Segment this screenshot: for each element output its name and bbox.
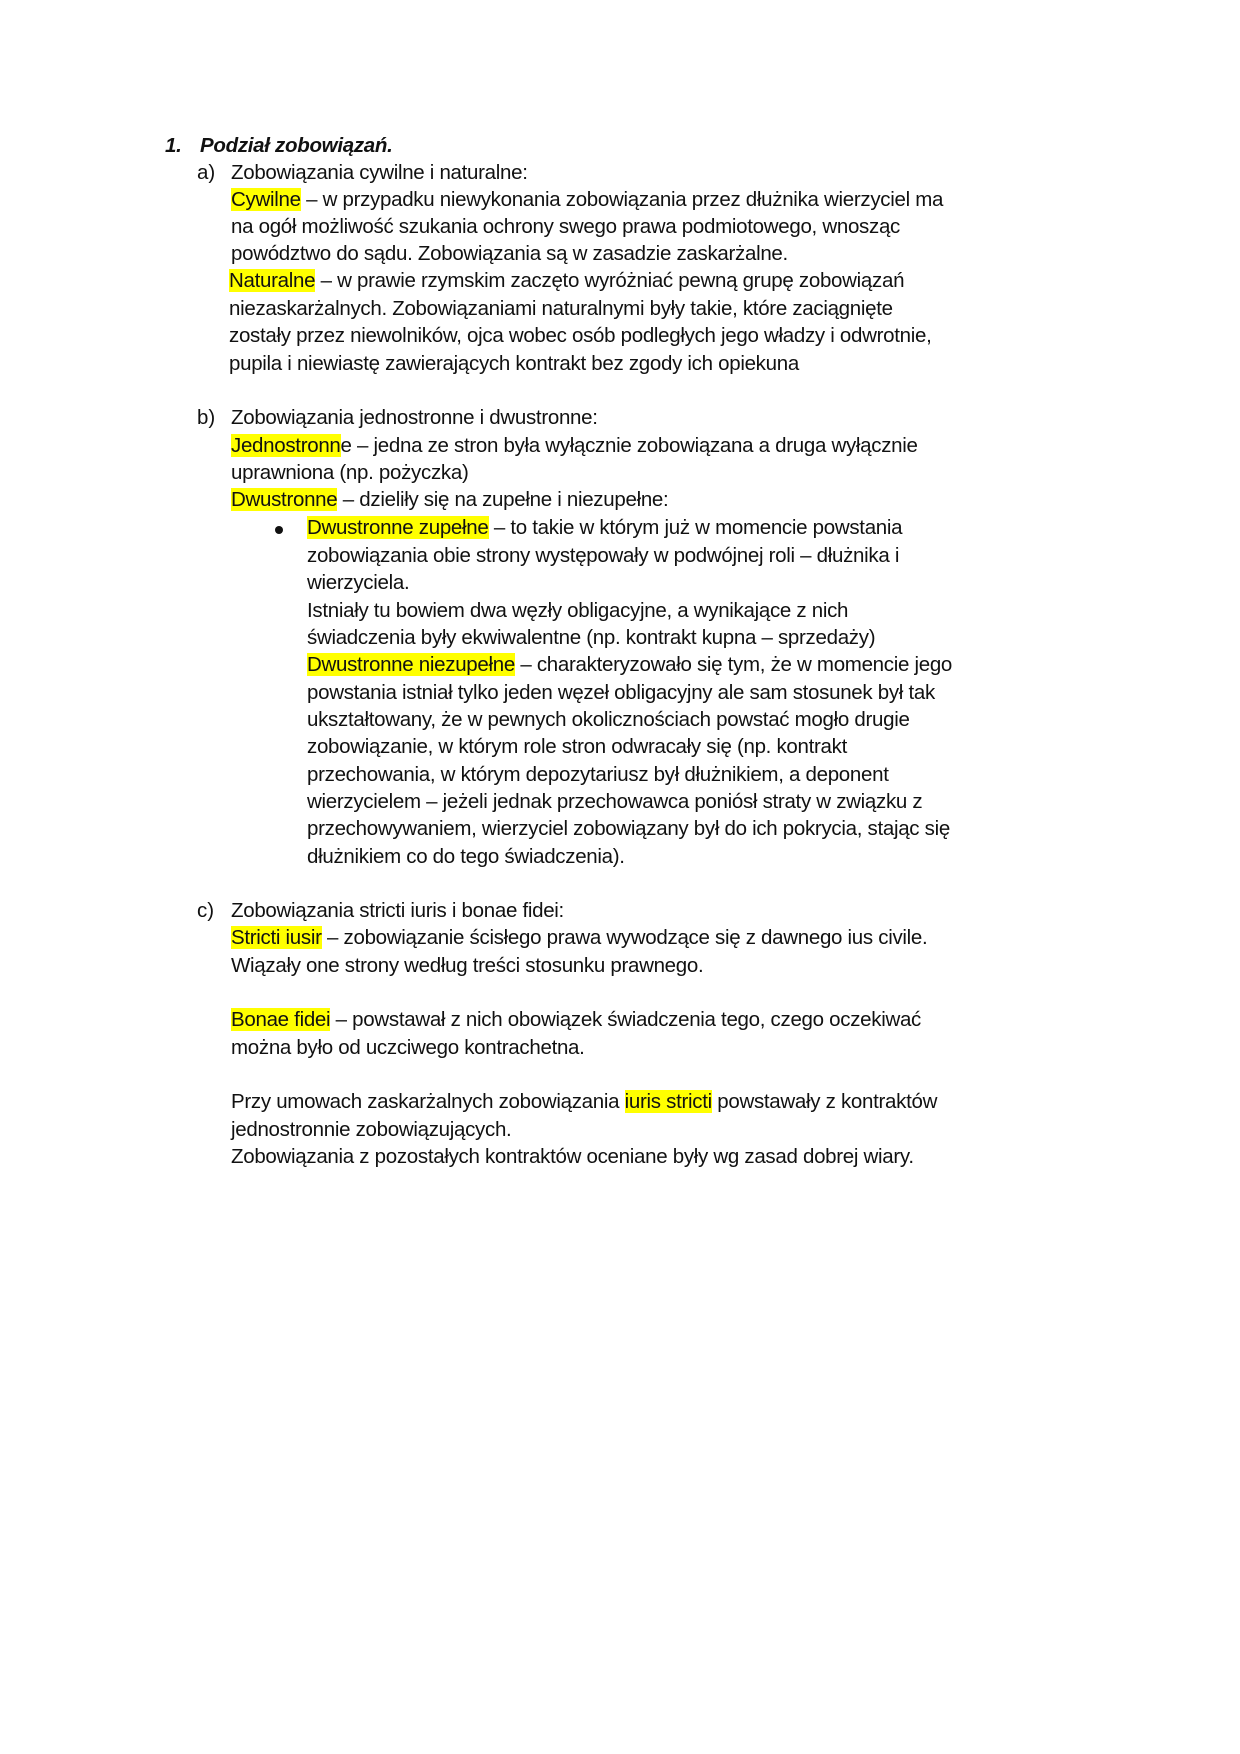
iuris-stricti-term: iuris stricti	[624, 1090, 712, 1113]
cywilne-line-1	[231, 185, 943, 215]
przy-after: powstawały z kontraktów	[711, 1090, 938, 1113]
przy-line-3: Zobowiązania z pozostałych kontraktów oceniane były wg zasad dobrej wiary.	[231, 1145, 914, 1168]
zupelne-line-3: wierzyciela.	[307, 571, 410, 594]
zupelne-text: – to takie w którym już w momencie powstania	[488, 516, 903, 539]
cywilne-text: – w przypadku niewykonania zobowiązania przez dłużnika wierzyciel ma	[300, 188, 944, 211]
dwustronne-term: Dwustronne	[231, 488, 338, 511]
stricti-line-1	[231, 923, 927, 953]
heading-title: Podział zobowiązań.	[200, 134, 393, 157]
section-c-marker: c)	[197, 899, 215, 922]
przy-line-1	[231, 1087, 937, 1117]
niezupelne-term: Dwustronne niezupełne	[307, 653, 515, 676]
stricti-term: Stricti iusir	[231, 926, 322, 949]
jednostronne-line-2: uprawniona (np. pożyczka)	[231, 461, 469, 484]
naturalne-text: – w prawie rzymskim zaczęto wyróżniać pewną grupę zobowiązań	[315, 269, 905, 292]
stricti-text: – zobowiązanie ścisłego prawa wywodzące się z dawnego ius civile.	[321, 926, 928, 949]
dwustronne-text: – dzieliły się na zupełne i niezupełne:	[337, 488, 669, 511]
bonae-line-2: można było od uczciwego kontrachetna.	[231, 1036, 585, 1059]
cywilne-line-2: na ogół możliwość szukania ochrony swego prawa podmiotowego, wnosząc	[231, 215, 900, 238]
niezupelne-line-1	[307, 650, 952, 680]
naturalne-line-1	[229, 266, 904, 296]
niezupelne-line-5: przechowania, w którym depozytariusz był dłużnikiem, a deponent	[307, 763, 889, 786]
naturalne-line-3: zostały przez niewolników, ojca wobec osób podległych jego władzy i odwrotnie,	[229, 324, 932, 347]
section-a-marker: a)	[197, 161, 216, 184]
cywilne-line-3: powództwo do sądu. Zobowiązania są w zasadzie zaskarżalne.	[231, 242, 788, 265]
niezupelne-line-2: powstania istniał tylko jeden węzeł obligacyjny ale sam stosunek był tak	[307, 681, 935, 704]
bonae-text: – powstawał z nich obowiązek świadczenia tego, czego oczekiwać	[330, 1008, 922, 1031]
naturalne-term: Naturalne	[229, 269, 316, 292]
section-b-marker: b)	[197, 406, 216, 429]
bonae-line-1	[231, 1005, 921, 1035]
niezupelne-line-7: przechowywaniem, wierzyciel zobowiązany był do ich pokrycia, stając się	[307, 817, 950, 840]
jednostronne-line-1	[231, 431, 918, 461]
przy-before: Przy umowach zaskarżalnych zobowiązania	[231, 1090, 625, 1113]
naturalne-line-2: niezaskarżalnych. Zobowiązaniami naturalnymi były takie, które zaciągnięte	[229, 297, 893, 320]
cywilne-term: Cywilne	[231, 188, 301, 211]
niezupelne-line-3: ukształtowany, że w pewnych okolicznościach powstać mogło drugie	[307, 708, 910, 731]
section-c-title: Zobowiązania stricti iuris i bonae fidei:	[231, 899, 564, 922]
zupelne-line-2: zobowiązania obie strony występowały w podwójnej roli – dłużnika i	[307, 544, 900, 567]
heading-number: 1.	[165, 134, 182, 157]
naturalne-line-4: pupila i niewiastę zawierających kontrakt bez zgody ich opiekuna	[229, 352, 799, 375]
bullet-icon	[275, 526, 283, 534]
zupelne-line-5: świadczenia były ekwiwalentne (np. kontrakt kupna – sprzedaży)	[307, 626, 876, 649]
przy-line-2: jednostronnie zobowiązujących.	[231, 1118, 512, 1141]
stricti-line-2: Wiązały one strony według treści stosunku prawnego.	[231, 954, 704, 977]
dwustronne-line	[231, 485, 668, 515]
section-b-title: Zobowiązania jednostronne i dwustronne:	[231, 406, 598, 429]
zupelne-line-4: Istniały tu bowiem dwa węzły obligacyjne, a wynikające z nich	[307, 599, 849, 622]
jednostronne-term: Jednostronn	[231, 434, 341, 457]
niezupelne-text: – charakteryzowało się tym, że w momencie jego	[514, 653, 953, 676]
section-a-title: Zobowiązania cywilne i naturalne:	[231, 161, 528, 184]
zupelne-term: Dwustronne zupełne	[307, 516, 489, 539]
niezupelne-line-8: dłużnikiem co do tego świadczenia).	[307, 845, 625, 868]
niezupelne-line-4: zobowiązanie, w którym role stron odwracały się (np. kontrakt	[307, 735, 847, 758]
niezupelne-line-6: wierzycielem – jeżeli jednak przechowawca poniósł straty w związku z	[307, 790, 923, 813]
zupelne-line-1	[307, 513, 902, 543]
bonae-term: Bonae fidei	[231, 1008, 331, 1031]
jednostronne-text: e – jedna ze stron była wyłącznie zobowiązana a druga wyłącznie	[340, 434, 918, 457]
